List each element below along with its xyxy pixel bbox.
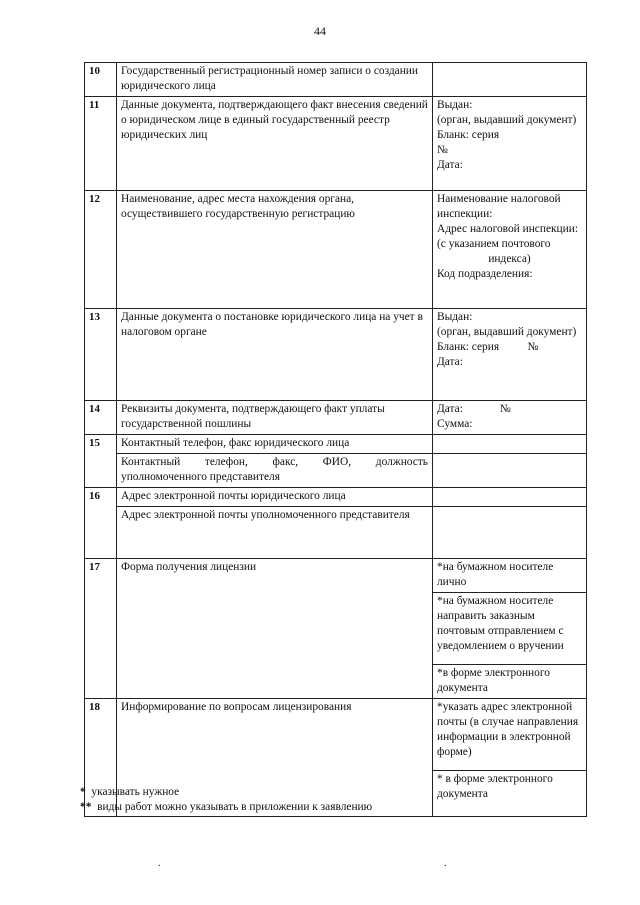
option-cell: * в форме электронного документа bbox=[433, 771, 587, 817]
row-value-cell bbox=[433, 309, 587, 401]
row-label: Контактный телефон, факс юридического лица bbox=[117, 435, 433, 454]
footnotes bbox=[80, 785, 372, 815]
value-line: Наименование налоговой инспекции: bbox=[437, 193, 561, 220]
row-number: 10 bbox=[85, 63, 117, 97]
row-number: 12 bbox=[85, 191, 117, 309]
application-form-table bbox=[84, 62, 587, 817]
table-row bbox=[85, 699, 587, 771]
footnote-mark: * bbox=[80, 786, 86, 798]
row-value-cell bbox=[433, 97, 587, 191]
table-row bbox=[85, 488, 587, 507]
footnote-mark: ** bbox=[80, 801, 92, 813]
footnote-text: виды работ можно указывать в приложении к заявлению bbox=[97, 801, 373, 813]
row-sub-label: Адрес электронной почты уполномоченного представителя bbox=[117, 507, 433, 559]
row-label: Реквизиты документа, подтверждающего факт уплаты государственной пошлины bbox=[117, 401, 433, 435]
row-number: 18 bbox=[85, 699, 117, 817]
value-line: индекса) bbox=[488, 253, 531, 265]
value-line: Выдан: bbox=[437, 99, 473, 111]
row-value-cell bbox=[433, 63, 587, 97]
row-label: Данные документа, подтверждающего факт внесения сведений о юридическом лице в единый государственный реестр юридических лиц bbox=[117, 97, 433, 191]
row-number: 13 bbox=[85, 309, 117, 401]
value-line: Дата: bbox=[437, 159, 463, 171]
option-cell: *в форме электронного документа bbox=[433, 665, 587, 699]
value-line: Бланк: серия № bbox=[437, 341, 539, 353]
row-label: Наименование, адрес места нахождения органа, осуществившего государственную регистрацию bbox=[117, 191, 433, 309]
row-number: 17 bbox=[85, 559, 117, 699]
value-line: (орган, выдавший документ) bbox=[437, 326, 577, 338]
table-row bbox=[85, 559, 587, 593]
table-row bbox=[85, 191, 587, 309]
value-line: Выдан: bbox=[437, 311, 473, 323]
value-line: № bbox=[437, 144, 448, 156]
option-cell: *на бумажном носителе лично bbox=[433, 559, 587, 593]
value-line: Сумма: bbox=[437, 418, 473, 430]
table-row bbox=[85, 435, 587, 454]
row-value-cell bbox=[433, 507, 587, 559]
row-value-cell bbox=[433, 488, 587, 507]
row-label: Государственный регистрационный номер записи о создании юридического лица bbox=[117, 63, 433, 97]
value-line: Дата: № bbox=[437, 403, 511, 415]
row-number: 14 bbox=[85, 401, 117, 435]
table-row bbox=[85, 401, 587, 435]
row-number: 16 bbox=[85, 488, 117, 559]
table-row bbox=[85, 507, 587, 559]
footnote bbox=[80, 800, 372, 815]
row-value-cell bbox=[433, 454, 587, 488]
row-number: 11 bbox=[85, 97, 117, 191]
footnote-text: указывать нужное bbox=[91, 786, 180, 798]
option-cell: *на бумажном носителе направить заказным почтовым отправлением с уведомлением о вручении bbox=[433, 593, 587, 665]
table-row bbox=[85, 454, 587, 488]
scan-speck: . bbox=[444, 858, 447, 869]
row-label: Данные документа о постановке юридического лица на учет в налоговом органе bbox=[117, 309, 433, 401]
row-value-cell bbox=[433, 191, 587, 309]
row-number: 15 bbox=[85, 435, 117, 488]
value-line: Код подразделения: bbox=[437, 268, 533, 280]
table-row bbox=[85, 63, 587, 97]
value-line: (орган, выдавший документ) bbox=[437, 114, 577, 126]
table-row bbox=[85, 97, 587, 191]
table-row bbox=[85, 309, 587, 401]
value-line: Дата: bbox=[437, 356, 463, 368]
row-label: Информирование по вопросам лицензирования bbox=[117, 699, 433, 817]
row-label: Форма получения лицензии bbox=[117, 559, 433, 699]
row-sub-label bbox=[117, 454, 433, 488]
page-number: 44 bbox=[314, 24, 326, 38]
row-value-cell bbox=[433, 401, 587, 435]
sub-label-line: Контактный телефон, факс, ФИО, должность уполномоченного представителя bbox=[121, 456, 428, 483]
footnote bbox=[80, 785, 372, 800]
value-line: Адрес налоговой инспекции: bbox=[437, 223, 578, 235]
row-value-cell bbox=[433, 435, 587, 454]
value-line: (с указанием почтового bbox=[437, 238, 551, 250]
option-cell: *указать адрес электронной почты (в случае направления информации в электронной форме) bbox=[433, 699, 587, 771]
value-line: Бланк: серия bbox=[437, 129, 500, 141]
row-label: Адрес электронной почты юридического лица bbox=[117, 488, 433, 507]
scan-speck: . bbox=[158, 858, 161, 869]
